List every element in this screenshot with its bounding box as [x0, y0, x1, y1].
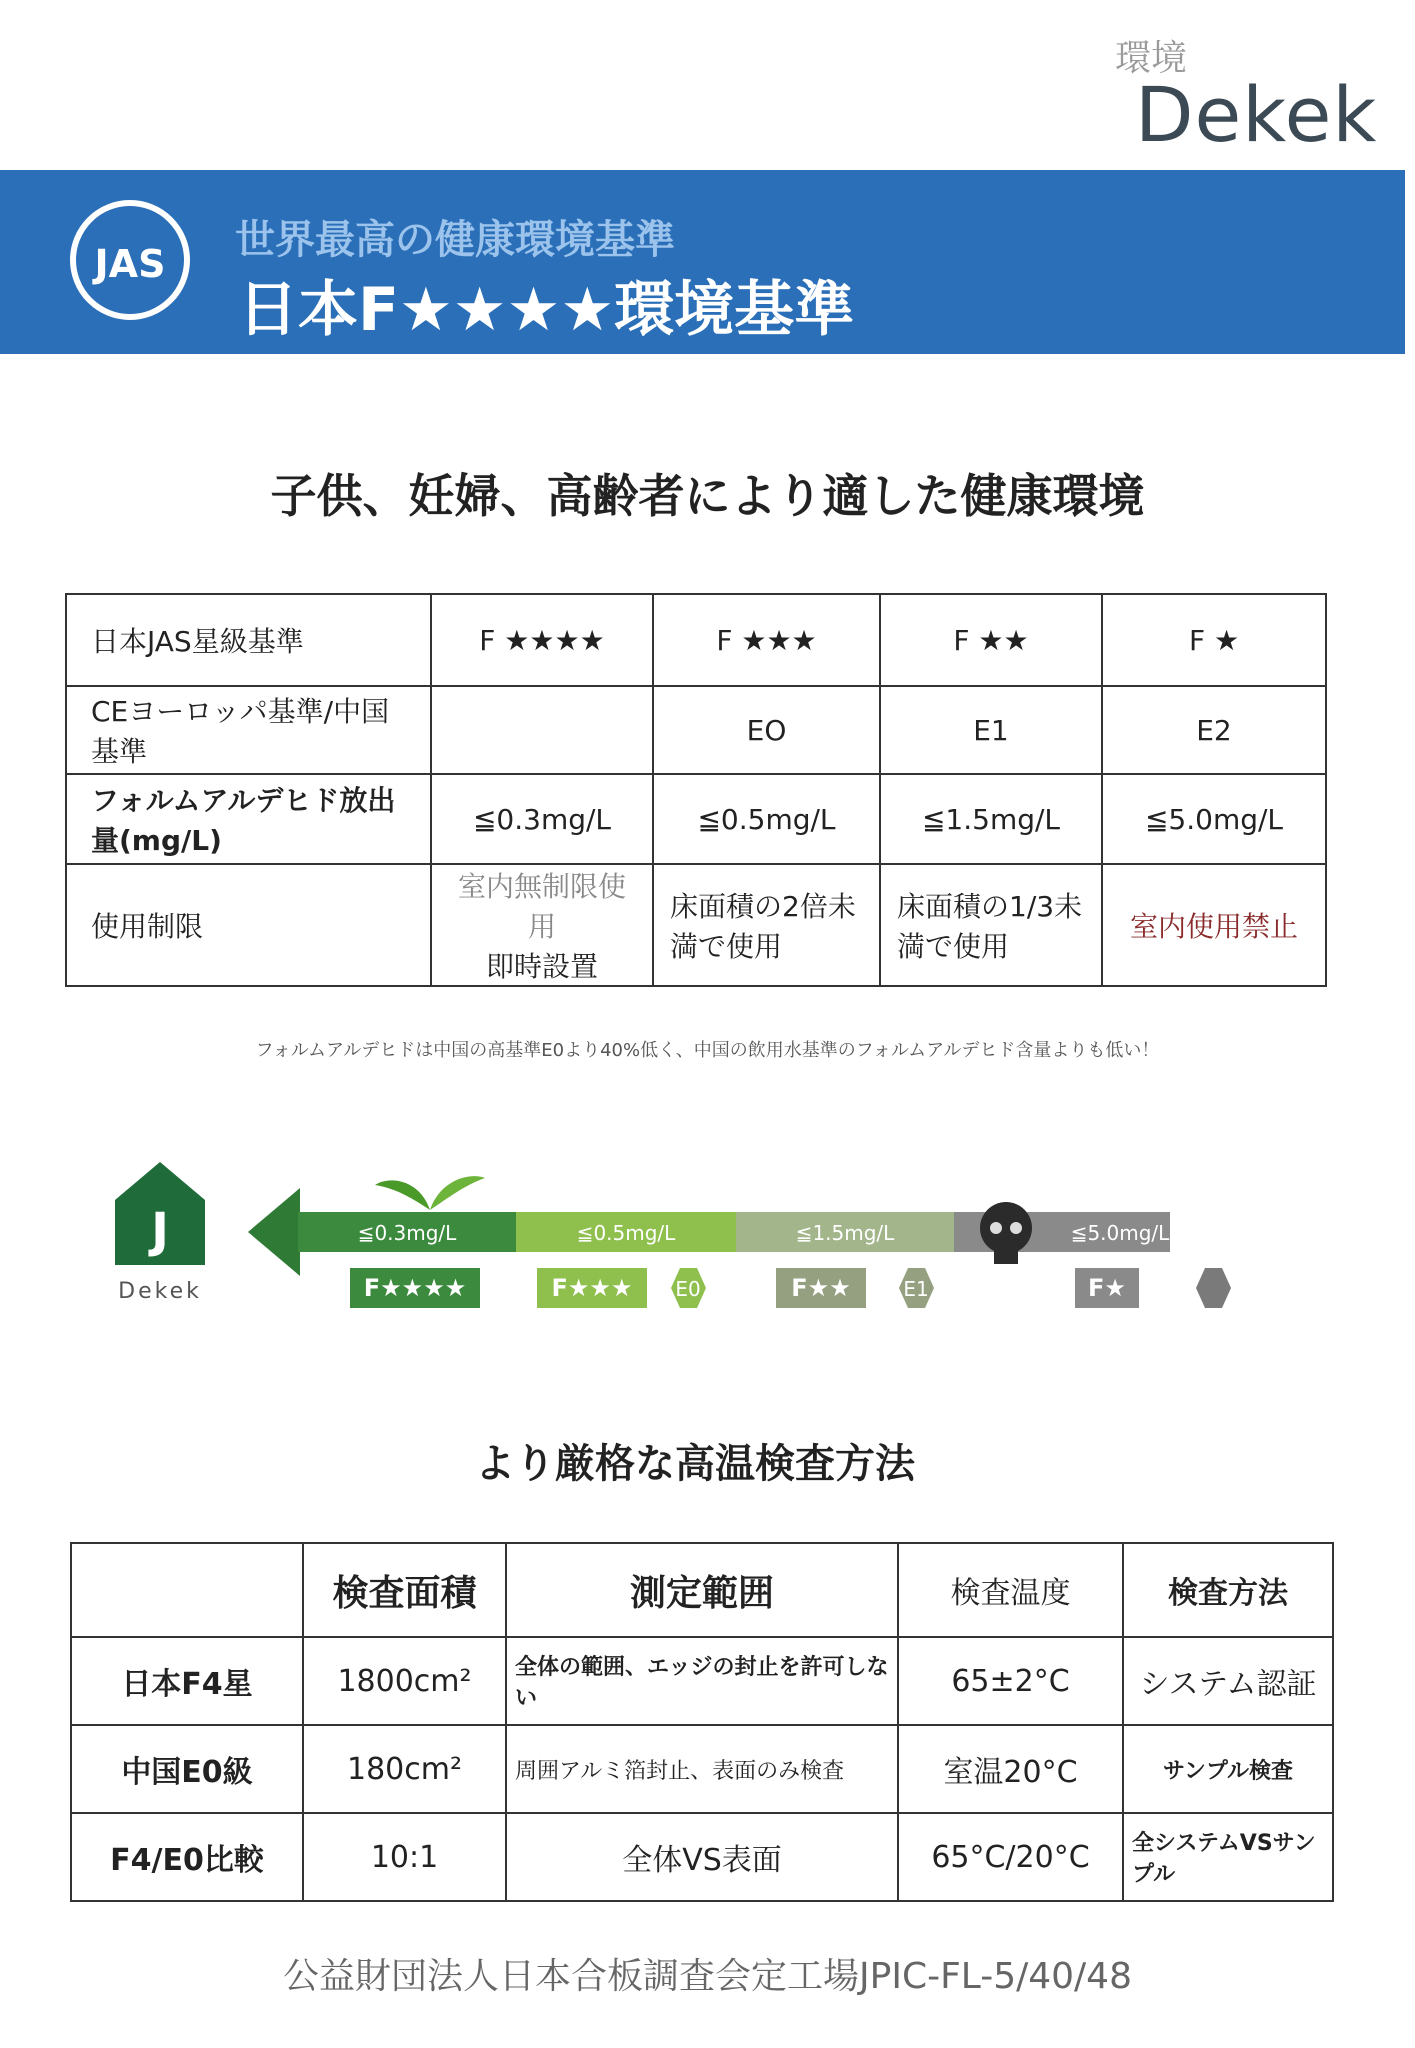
table-cell: CEヨーロッパ基準/中国基準 [66, 686, 431, 774]
grade-badge-label: F★★ [791, 1274, 851, 1302]
level-label: ≦1.5mg/L [795, 1221, 895, 1245]
usage-line-1: 室内無制限使用 [457, 870, 626, 943]
table-cell: 日本JAS星級基準 [66, 594, 431, 686]
table-cell: 全システムVSサンプル [1123, 1813, 1333, 1901]
euro-grade-label: E1 [903, 1277, 929, 1301]
table-cell: F ★★★★ [431, 594, 653, 686]
table-row [71, 1813, 1333, 1901]
grade-badge-label: F★★★★ [363, 1274, 467, 1302]
section-heading-test-method: より厳格な高温検査方法 [475, 1441, 915, 1487]
table-cell: ≦0.5mg/L [653, 774, 880, 864]
table-cell: 床面積の1/3未満で使用 [880, 864, 1102, 986]
table-cell: ≦5.0mg/L [1102, 774, 1326, 864]
table-cell: E2 [1102, 686, 1326, 774]
usage-line-2: 即時設置 [485, 950, 598, 983]
table-row [66, 594, 1326, 686]
table-cell: 床面積の2倍未満で使用 [653, 864, 880, 986]
banner-subtitle: 世界最高の健康環境基準 [235, 217, 675, 263]
table-cell: サンプル検査 [1123, 1725, 1333, 1813]
table-cell: 日本F4星 [71, 1637, 303, 1725]
table-row [66, 864, 1326, 986]
table-cell: F ★ [1102, 594, 1326, 686]
table-cell [431, 864, 653, 986]
table-cell: ≦0.3mg/L [431, 774, 653, 864]
table-cell: 65°C/20°C [898, 1813, 1123, 1901]
house-logo-letter: J [151, 1203, 169, 1259]
arrow-head [248, 1188, 300, 1276]
table-row [66, 774, 1326, 864]
jas-badge-icon [70, 200, 190, 320]
skull-jaw [994, 1246, 1018, 1264]
table-cell: EO [653, 686, 880, 774]
table-header-cell: 検査方法 [1123, 1543, 1333, 1637]
skull-eye [1010, 1222, 1022, 1234]
grade-badge-label: F★ [1088, 1274, 1126, 1302]
leaf-icon [375, 1180, 430, 1210]
table-cell: 全体の範囲、エッジの封止を許可しない [506, 1637, 898, 1725]
table-header-cell: 検査温度 [898, 1543, 1123, 1637]
euro-grade-label: E0 [675, 1277, 701, 1301]
table-cell: 室温20°C [898, 1725, 1123, 1813]
emission-scale-graphic [100, 1150, 1300, 1330]
table-cell: 中国E0級 [71, 1725, 303, 1813]
brand-logo [1095, 30, 1378, 159]
section-heading-health: 子供、妊婦、高齢者により適した健康環境 [270, 469, 1145, 523]
table-cell: システム認証 [1123, 1637, 1333, 1725]
level-label: ≦5.0mg/L [1070, 1221, 1170, 1245]
table-header-cell [71, 1543, 303, 1637]
table-cell [431, 686, 653, 774]
table-cell: F ★★ [880, 594, 1102, 686]
table-cell: 室内使用禁止 [1102, 864, 1326, 986]
banner-title: 日本F★★★★環境基準 [238, 275, 855, 345]
euro-grade-hexagon [1196, 1268, 1231, 1308]
logo-small-text: 環境 [1115, 38, 1188, 79]
table-cell: 全体VS表面 [506, 1813, 898, 1901]
table-cell: 10:1 [303, 1813, 506, 1901]
grade-badge-label: F★★★ [551, 1274, 633, 1302]
table-cell: 周囲アルミ箔封止、表面のみ検査 [506, 1725, 898, 1813]
logo-wordmark: Dekek [1135, 70, 1378, 159]
table-cell: F ★★★ [653, 594, 880, 686]
table-row [71, 1637, 1333, 1725]
table-row [71, 1725, 1333, 1813]
table-cell: 180cm² [303, 1725, 506, 1813]
table-cell: フォルムアルデヒド放出量(mg/L) [66, 774, 431, 864]
grade-standards-table [65, 593, 1327, 987]
jas-badge-label: JAS [94, 242, 166, 286]
table-header-cell: 測定範囲 [506, 1543, 898, 1637]
table-row [66, 686, 1326, 774]
level-label: ≦0.3mg/L [357, 1221, 457, 1245]
graphic-brand-name: Dekek [118, 1279, 202, 1304]
table-header-cell: 検査面積 [303, 1543, 506, 1637]
test-method-table [70, 1542, 1334, 1902]
level-label: ≦0.5mg/L [576, 1221, 676, 1245]
header-banner [0, 170, 1405, 354]
leaf-icon [430, 1176, 485, 1210]
skull-eye [990, 1222, 1002, 1234]
comparison-note: フォルムアルデヒドは中国の高基準E0より40%低く、中国の飲用水基準のフォルムアルデヒド含量よりも低い！ [255, 1040, 1160, 1061]
table-header-row [71, 1543, 1333, 1637]
table-cell: 65±2°C [898, 1637, 1123, 1725]
footer-certification: 公益財団法人日本合板調査会定工場JPIC-FL-5/40/48 [283, 1956, 1132, 1997]
table-cell: F4/E0比較 [71, 1813, 303, 1901]
table-cell: 1800cm² [303, 1637, 506, 1725]
table-cell: 使用制限 [66, 864, 431, 986]
table-cell: E1 [880, 686, 1102, 774]
table-cell: ≦1.5mg/L [880, 774, 1102, 864]
